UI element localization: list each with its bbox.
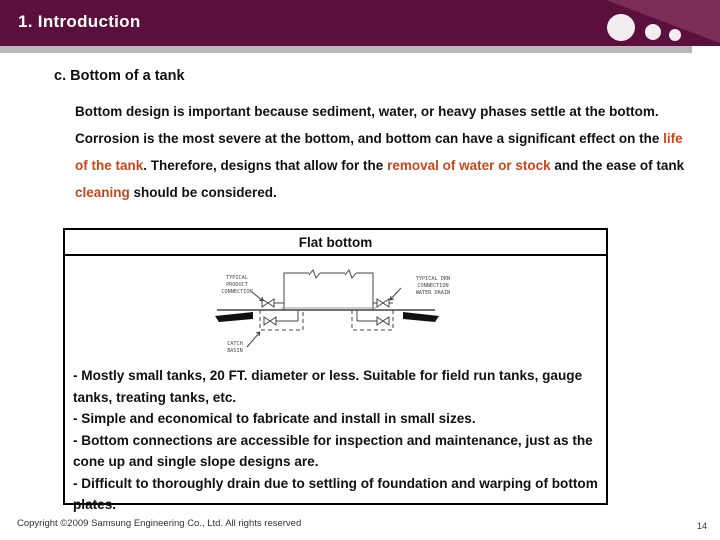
diagram-label-product: CONNECTION (221, 289, 253, 295)
paragraph-text: Bottom design is important because sediment, water, or heavy phases settle at the bottom. Corrosion is the most severe at the bottom, and bottom can have a significant effect on the (75, 104, 664, 146)
bullet-item: - Difficult to thoroughly drain due to settling of foundation and warping of bottom plates. (73, 475, 598, 512)
diagram-label-product: TYPICAL (226, 275, 248, 281)
highlight-text: life of the tank (75, 131, 683, 173)
paragraph-text: . Therefore, designs that allow for the (143, 158, 388, 173)
decorative-circle-icon (645, 24, 661, 40)
ground-hatch-left (215, 312, 253, 322)
slide-title: 1. Introduction (18, 12, 141, 31)
diagram-label-basin: CATCH (227, 341, 243, 347)
panel-title: Flat bottom (65, 230, 606, 256)
header-divider (0, 46, 692, 53)
decorative-circle-icon (669, 29, 681, 41)
bullet-item: - Simple and economical to fabricate and install in small sizes. (73, 411, 476, 426)
highlight-text: cleaning (75, 185, 130, 200)
header-bar (0, 0, 720, 46)
diagram-label-drain: TYPICAL DRN (415, 276, 451, 282)
bullet-item: - Bottom connections are accessible for inspection and maintenance, just as the cone up and single slope designs are. (73, 432, 593, 469)
paragraph-text: and the ease of tank (550, 158, 685, 173)
section-heading: c. Bottom of a tank (54, 68, 185, 84)
flat-bottom-tank-diagram (205, 260, 470, 358)
diagram-area (65, 256, 606, 362)
diagram-label-drain: CONNECTION (417, 283, 449, 289)
paragraph-text: should be considered. (129, 185, 277, 200)
content-panel (63, 228, 608, 512)
ground-hatch-right (403, 312, 439, 322)
page-number: 14 (696, 521, 707, 531)
diagram-label-basin: BASIN (227, 348, 243, 354)
footer-copyright: Copyright ©2009 Samsung Engineering Co., Ltd. All rights reserved (17, 518, 302, 529)
diagram-label-drain: WATER DRAIN (415, 290, 451, 296)
bullet-list (65, 362, 606, 516)
body-paragraph (75, 98, 687, 206)
diagram-label-product: PRODUCT (226, 282, 248, 288)
highlight-text: removal of water or stock (387, 158, 551, 173)
decorative-circle-icon (607, 14, 635, 41)
bullet-item: - Mostly small tanks, 20 FT. diameter or less. Suitable for field run tanks, gauge tanks, treating tanks, etc. (73, 368, 583, 405)
